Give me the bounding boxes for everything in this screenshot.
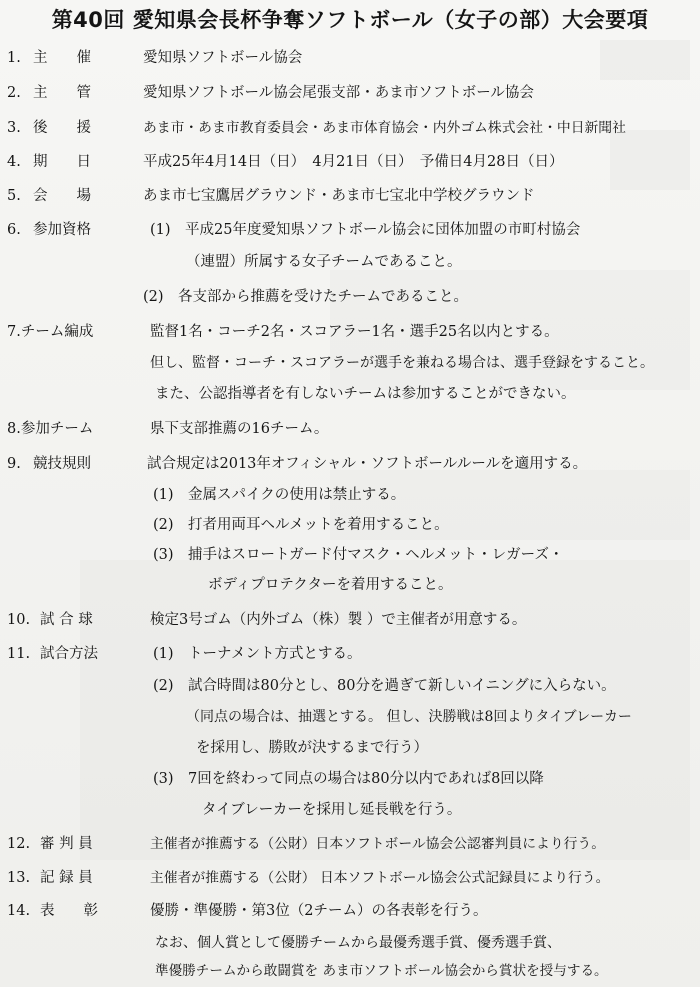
item-text: ボディプロテクターを着用すること。 bbox=[208, 577, 453, 593]
item-label: 試合方法 bbox=[40, 646, 98, 662]
item-row bbox=[0, 119, 700, 139]
item-label: 7.チーム編成 bbox=[7, 324, 94, 340]
item-text: (1) 平成25年度愛知県ソフトボール協会に団体加盟の市町村協会 bbox=[150, 222, 581, 238]
item-text: 検定3号ゴム（内外ゴム（株）製 ）で主催者が用意する。 bbox=[150, 612, 527, 628]
item-text: 県下支部推薦の16チーム。 bbox=[150, 421, 329, 437]
item-text: あま市七宝鷹居グラウンド・あま市七宝北中学校グラウンド bbox=[143, 188, 535, 204]
item-label: 期 日 bbox=[33, 154, 91, 170]
item-label: 審 判 員 bbox=[40, 836, 93, 852]
item-text: (2) 各支部から推薦を受けたチームであること。 bbox=[143, 289, 469, 305]
item-row bbox=[0, 869, 700, 889]
item-label: 表 彰 bbox=[40, 903, 98, 919]
item-label: 競技規則 bbox=[33, 456, 91, 472]
item-text: (2) 打者用両耳ヘルメットを着用すること。 bbox=[153, 517, 449, 533]
item-text: 平成25年4月14日（日） 4月21日（日） 予備日4月28日（日） bbox=[143, 154, 564, 170]
item-number: 14. bbox=[7, 903, 31, 919]
item-text: （連盟）所属する女子チームであること。 bbox=[186, 254, 462, 270]
item-number: 3. bbox=[7, 120, 21, 136]
item-text: （同点の場合は、抽選とする。 但し、決勝戦は8回よりタイブレーカー bbox=[186, 709, 632, 725]
item-number: 13. bbox=[7, 870, 31, 886]
item-number: 1. bbox=[7, 50, 21, 66]
item-text: また、公認指導者を有しないチームは参加することができない。 bbox=[155, 386, 576, 402]
item-row bbox=[0, 455, 700, 475]
item-row bbox=[0, 49, 700, 69]
item-label: 試 合 球 bbox=[40, 612, 93, 628]
item-label: 参加資格 bbox=[33, 222, 91, 238]
item-label: 主 催 bbox=[33, 50, 91, 66]
item-text: 準優勝チームから敢闘賞を あま市ソフトボール協会から賞状を授与する。 bbox=[155, 963, 608, 979]
item-number: 12. bbox=[7, 836, 31, 852]
item-number: 6. bbox=[7, 222, 21, 238]
item-text: なお、個人賞として優勝チームから最優秀選手賞、優秀選手賞、 bbox=[155, 935, 561, 951]
item-label: 8.参加チーム bbox=[7, 421, 94, 437]
item-row bbox=[0, 84, 700, 104]
item-row bbox=[0, 187, 700, 207]
item-number: 5. bbox=[7, 188, 21, 204]
item-text: (2) 試合時間は80分とし、80分を過ぎて新しいイニングに入らない。 bbox=[153, 678, 616, 694]
item-row bbox=[0, 902, 700, 922]
item-number: 9. bbox=[7, 456, 21, 472]
item-text: 但し、監督・コーチ・スコアラーが選手を兼ねる場合は、選手登録をすること。 bbox=[150, 355, 654, 371]
item-row bbox=[0, 835, 700, 855]
item-text: 愛知県ソフトボール協会尾張支部・あま市ソフトボール協会 bbox=[143, 85, 534, 101]
item-text: (3) 捕手はスロートガード付マスク・ヘルメット・レガーズ・ bbox=[153, 547, 564, 563]
item-row bbox=[0, 645, 700, 665]
item-label: 会 場 bbox=[33, 188, 91, 204]
item-number: 2. bbox=[7, 85, 21, 101]
page-title: 第40回 愛知県会長杯争奪ソフトボール（女子の部）大会要項 bbox=[51, 8, 649, 32]
item-text: (1) 金属スパイクの使用は禁止する。 bbox=[153, 487, 406, 503]
item-row bbox=[0, 153, 700, 173]
item-number: 4. bbox=[7, 154, 21, 170]
item-row bbox=[0, 611, 700, 631]
item-label: 後 援 bbox=[33, 120, 91, 136]
item-text: 優勝・準優勝・第3位（2チーム）の各表彰を行う。 bbox=[150, 903, 488, 919]
item-row bbox=[0, 221, 700, 241]
item-label: 主 管 bbox=[33, 85, 91, 101]
item-label: 記 録 員 bbox=[40, 870, 93, 886]
item-number: 11. bbox=[7, 646, 31, 662]
item-text: 主催者が推薦する（公財） 日本ソフトボール協会公式記録員により行う。 bbox=[150, 870, 610, 886]
item-text: (3) 7回を終わって同点の場合は80分以内であれば8回以降 bbox=[153, 771, 544, 787]
item-text: あま市・あま市教育委員会・あま市体育協会・内外ゴム株式会社・中日新聞社 bbox=[143, 120, 626, 136]
item-text: 主催者が推薦する（公財）日本ソフトボール協会公認審判員により行う。 bbox=[150, 836, 606, 852]
item-text: タイブレーカーを採用し延長戦を行う。 bbox=[202, 802, 462, 818]
item-text: 試合規定は2013年オフィシャル・ソフトボールルールを適用する。 bbox=[147, 456, 588, 472]
item-text: を採用し、勝敗が決するまで行う） bbox=[196, 740, 428, 756]
item-text: 愛知県ソフトボール協会 bbox=[143, 50, 303, 66]
item-text: 監督1名・コーチ2名・スコアラー1名・選手25名以内とする。 bbox=[150, 324, 559, 340]
item-number: 10. bbox=[7, 612, 31, 628]
item-text: (1) トーナメント方式とする。 bbox=[153, 646, 362, 662]
